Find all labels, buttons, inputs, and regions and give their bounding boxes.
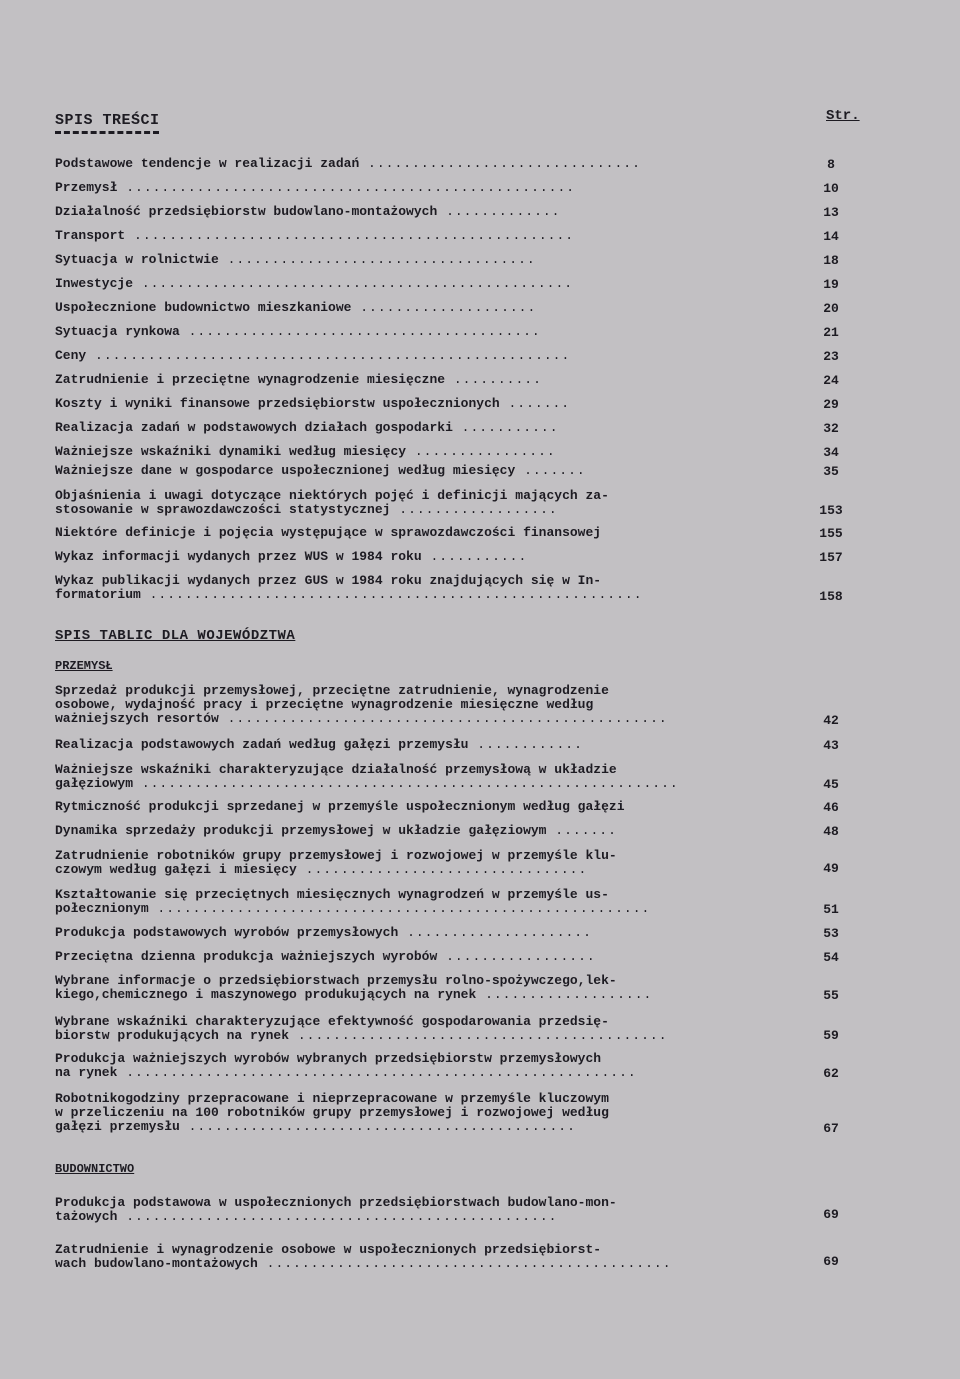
toc-entry: Realizacja zadań w podstawowych działach gospodarki ........... [55,420,559,435]
table-page-number: 69 [823,1207,839,1222]
table-entry: Wybrane informacje o przedsiębiorstwach przemysłu rolno-spożywczego,lek- kiego,chemicznego i maszynowego produkujących na rynek ................... [55,973,653,1002]
table-entry: Zatrudnienie i wynagrodzenie osobowe w uspołecznionych przedsiębiorst- wach budowlano-montażowych .............................................. [55,1242,672,1271]
table-page-number: 69 [823,1254,839,1269]
table-entry: Realizacja podstawowych zadań według gałęzi przemysłu ............ [55,737,583,752]
toc-page-number: 18 [823,253,839,268]
table-entry: Produkcja podstawowych wyrobów przemysłowych ..................... [55,925,592,940]
toc-entry: Podstawowe tendencje w realizacji zadań ............................... [55,156,641,171]
toc-entry: Wykaz publikacji wydanych przez GUS w 1984 roku znajdujących się w In- formatorium ........................................................ [55,573,643,602]
toc-page-number: 19 [823,277,839,292]
toc-entry: Inwestycje ................................................. [55,276,574,291]
toc-entry: Sytuacja rynkowa ........................................ [55,324,541,339]
toc-heading: SPIS TREŚCI [55,112,160,129]
toc-page-number: 35 [823,464,839,479]
toc-entry: Niektóre definicje i pojęcia występujące w sprawozdawczości finansowej [55,525,602,540]
toc-entry: Sytuacja w rolnictwie ................................... [55,252,536,267]
section-heading-budownictwo: BUDOWNICTWO [55,1162,135,1176]
section-heading-przemysl: PRZEMYSŁ [55,659,113,673]
toc-page-number: 24 [823,373,839,388]
page-column-heading: Str. [826,108,860,124]
table-page-number: 42 [823,713,839,728]
table-page-number: 46 [823,800,839,815]
toc-page-number: 21 [823,325,839,340]
toc-page-number: 157 [819,550,843,565]
toc-page-number: 153 [819,503,843,518]
toc-page-number: 32 [823,421,839,436]
table-entry: Rytmiczność produkcji sprzedanej w przemyśle uspołecznionym według gałęzi [55,799,625,814]
table-entry: Sprzedaż produkcji przemysłowej, przeciętne zatrudnienie, wynagrodzenie osobowe, wydajność pracy i przeciętne wynagrodzenie miesięczne według ważniejszych resortów .................................................. [55,683,668,726]
toc-entry: Przemysł ................................................... [55,180,576,195]
table-entry: Produkcja podstawowa w uspołecznionych przedsiębiorstwach budowlano-mon- tażowych ................................................. [55,1195,617,1224]
table-page-number: 49 [823,861,839,876]
toc-page-number: 10 [823,181,839,196]
toc-page-number: 29 [823,397,839,412]
toc-entry: Wykaz informacji wydanych przez WUS w 1984 roku ........... [55,549,528,564]
toc-entry: Objaśnienia i uwagi dotyczące niektórych pojęć i definicji mających za- stosowanie w sprawozdawczości statystycznej .................. [55,488,609,517]
table-page-number: 59 [823,1028,839,1043]
table-page-number: 67 [823,1121,839,1136]
table-page-number: 48 [823,824,839,839]
toc-entry: Transport .................................................. [55,228,575,243]
table-entry: Przeciętna dzienna produkcja ważniejszych wyrobów ................. [55,949,596,964]
table-page-number: 45 [823,777,839,792]
toc-entry: Uspołecznione budownictwo mieszkaniowe .................... [55,300,537,315]
table-page-number: 54 [823,950,839,965]
table-entry: Produkcja ważniejszych wyrobów wybranych przedsiębiorstw przemysłowych na rynek .......................................................... [55,1051,637,1080]
table-entry: Wybrane wskaźniki charakteryzujące efektywność gospodarowania przedsię- biorstw produkujących na rynek .......................................... [55,1014,668,1043]
table-entry: Dynamika sprzedaży produkcji przemysłowej w układzie gałęziowym ....... [55,823,617,838]
table-entry: Ważniejsze wskaźniki charakteryzujące działalność przemysłową w układzie gałęziowym ............................................................. [55,762,679,791]
table-page-number: 51 [823,902,839,917]
table-entry: Robotnikogodziny przepracowane i nieprzepracowane w przemyśle kluczowym w przeliczeniu na 100 robotników grupy przemysłowej i rozwojowej według gałęzi przemysłu ............................................ [55,1091,609,1134]
toc-entry: Działalność przedsiębiorstw budowlano-montażowych ............. [55,204,561,219]
toc-page-number: 34 [823,445,839,460]
toc-entry: Zatrudnienie i przeciętne wynagrodzenie miesięczne .......... [55,372,542,387]
table-page-number: 55 [823,988,839,1003]
toc-entry: Ważniejsze dane w gospodarce uspołecznionej według miesięcy ....... [55,463,586,478]
tables-list-title: SPIS TABLIC DLA WOJEWÓDZTWA [55,628,296,644]
toc-entry: Koszty i wyniki finansowe przedsiębiorstw uspołecznionych ....... [55,396,571,411]
toc-page-number: 158 [819,589,843,604]
toc-page-number: 13 [823,205,839,220]
toc-entry: Ceny ...................................................... [55,348,571,363]
toc-page-number: 8 [827,157,835,172]
toc-page-number: 14 [823,229,839,244]
table-entry: Kształtowanie się przeciętnych miesięcznych wynagrodzeń w przemyśle us- połecznionym ........................................................ [55,887,651,916]
heading-underline [55,131,159,134]
table-page-number: 62 [823,1066,839,1081]
table-page-number: 43 [823,738,839,753]
table-page-number: 53 [823,926,839,941]
toc-entry: Ważniejsze wskaźniki dynamiki według miesięcy ................ [55,444,556,459]
toc-page-number: 155 [819,526,843,541]
toc-page-number: 23 [823,349,839,364]
toc-page-number: 20 [823,301,839,316]
table-entry: Zatrudnienie robotników grupy przemysłowej i rozwojowej w przemyśle klu- czowym według gałęzi i miesięcy ................................ [55,848,617,877]
